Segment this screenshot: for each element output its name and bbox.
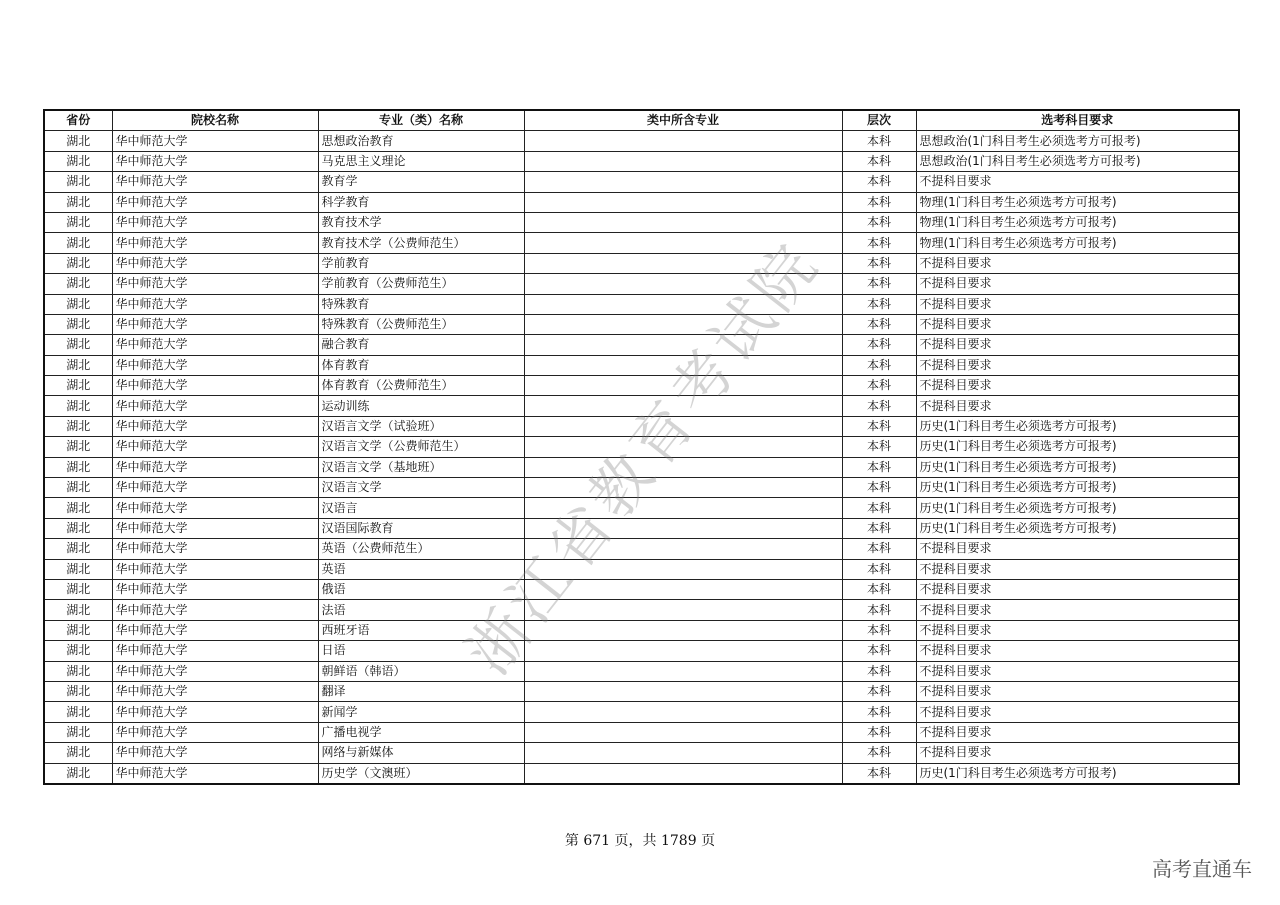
cell-subject-requirement: 不提科目要求: [916, 253, 1239, 273]
cell-school: 华中师范大学: [112, 518, 318, 538]
cell-school: 华中师范大学: [112, 376, 318, 396]
cell-province: 湖北: [44, 763, 112, 784]
table-row: [44, 763, 1239, 784]
cell-subject-requirement: 不提科目要求: [916, 396, 1239, 416]
cell-school: 华中师范大学: [112, 681, 318, 701]
cell-included-majors: [524, 233, 842, 253]
cell-province: 湖北: [44, 376, 112, 396]
cell-province: 湖北: [44, 416, 112, 436]
cell-level: 本科: [842, 192, 916, 212]
cell-level: 本科: [842, 233, 916, 253]
cell-level: 本科: [842, 579, 916, 599]
cell-province: 湖北: [44, 396, 112, 416]
cell-level: 本科: [842, 641, 916, 661]
cell-included-majors: [524, 559, 842, 579]
cell-major: 汉语言文学（试验班）: [318, 416, 524, 436]
admission-table-container: [43, 109, 1238, 785]
cell-level: 本科: [842, 763, 916, 784]
cell-major: 朝鲜语（韩语）: [318, 661, 524, 681]
cell-major: 英语: [318, 559, 524, 579]
cell-major: 汉语言文学（基地班）: [318, 457, 524, 477]
cell-subject-requirement: 不提科目要求: [916, 620, 1239, 640]
cell-subject-requirement: 历史(1门科目考生必须选考方可报考): [916, 457, 1239, 477]
cell-province: 湖北: [44, 743, 112, 763]
cell-province: 湖北: [44, 579, 112, 599]
cell-school: 华中师范大学: [112, 355, 318, 375]
cell-province: 湖北: [44, 314, 112, 334]
cell-included-majors: [524, 172, 842, 192]
cell-school: 华中师范大学: [112, 192, 318, 212]
cell-province: 湖北: [44, 620, 112, 640]
cell-subject-requirement: 不提科目要求: [916, 335, 1239, 355]
cell-included-majors: [524, 355, 842, 375]
cell-school: 华中师范大学: [112, 457, 318, 477]
cell-province: 湖北: [44, 253, 112, 273]
cell-level: 本科: [842, 722, 916, 742]
cell-school: 华中师范大学: [112, 396, 318, 416]
cell-major: 体育教育: [318, 355, 524, 375]
table-row: [44, 416, 1239, 436]
cell-subject-requirement: 不提科目要求: [916, 661, 1239, 681]
cell-subject-requirement: 物理(1门科目考生必须选考方可报考): [916, 192, 1239, 212]
watermark-text: 浙江省教育考试院: [453, 228, 835, 688]
cell-level: 本科: [842, 437, 916, 457]
cell-province: 湖北: [44, 641, 112, 661]
table-row: [44, 335, 1239, 355]
table-row: [44, 722, 1239, 742]
cell-major: 历史学（文澳班）: [318, 763, 524, 784]
cell-included-majors: [524, 600, 842, 620]
cell-province: 湖北: [44, 518, 112, 538]
cell-school: 华中师范大学: [112, 294, 318, 314]
cell-level: 本科: [842, 396, 916, 416]
cell-subject-requirement: 不提科目要求: [916, 376, 1239, 396]
cell-school: 华中师范大学: [112, 172, 318, 192]
header-province: 省份: [44, 110, 112, 131]
cell-province: 湖北: [44, 437, 112, 457]
cell-major: 西班牙语: [318, 620, 524, 640]
cell-school: 华中师范大学: [112, 253, 318, 273]
table-row: [44, 294, 1239, 314]
cell-major: 汉语言文学（公费师范生）: [318, 437, 524, 457]
cell-subject-requirement: 历史(1门科目考生必须选考方可报考): [916, 416, 1239, 436]
cell-major: 网络与新媒体: [318, 743, 524, 763]
cell-level: 本科: [842, 294, 916, 314]
cell-school: 华中师范大学: [112, 212, 318, 232]
header-school: 院校名称: [112, 110, 318, 131]
header-subject-requirement: 选考科目要求: [916, 110, 1239, 131]
cell-subject-requirement: 不提科目要求: [916, 274, 1239, 294]
cell-major: 学前教育（公费师范生）: [318, 274, 524, 294]
cell-included-majors: [524, 335, 842, 355]
cell-province: 湖北: [44, 559, 112, 579]
table-row: [44, 518, 1239, 538]
table-row: [44, 539, 1239, 559]
table-row: [44, 131, 1239, 151]
cell-major: 法语: [318, 600, 524, 620]
cell-included-majors: [524, 539, 842, 559]
cell-subject-requirement: 不提科目要求: [916, 314, 1239, 334]
cell-province: 湖北: [44, 192, 112, 212]
cell-major: 特殊教育（公费师范生）: [318, 314, 524, 334]
cell-level: 本科: [842, 253, 916, 273]
table-row: [44, 212, 1239, 232]
table-row: [44, 192, 1239, 212]
cell-major: 英语（公费师范生）: [318, 539, 524, 559]
cell-major: 学前教育: [318, 253, 524, 273]
cell-school: 华中师范大学: [112, 600, 318, 620]
cell-school: 华中师范大学: [112, 437, 318, 457]
cell-subject-requirement: 不提科目要求: [916, 743, 1239, 763]
cell-school: 华中师范大学: [112, 722, 318, 742]
cell-level: 本科: [842, 478, 916, 498]
cell-level: 本科: [842, 681, 916, 701]
table-body: [44, 131, 1239, 784]
cell-major: 汉语言: [318, 498, 524, 518]
cell-included-majors: [524, 151, 842, 171]
cell-school: 华中师范大学: [112, 620, 318, 640]
header-major: 专业（类）名称: [318, 110, 524, 131]
cell-major: 思想政治教育: [318, 131, 524, 151]
cell-subject-requirement: 物理(1门科目考生必须选考方可报考): [916, 212, 1239, 232]
cell-level: 本科: [842, 131, 916, 151]
cell-major: 教育技术学（公费师范生）: [318, 233, 524, 253]
cell-included-majors: [524, 722, 842, 742]
cell-major: 科学教育: [318, 192, 524, 212]
cell-level: 本科: [842, 355, 916, 375]
cell-subject-requirement: 不提科目要求: [916, 641, 1239, 661]
cell-subject-requirement: 历史(1门科目考生必须选考方可报考): [916, 498, 1239, 518]
cell-school: 华中师范大学: [112, 233, 318, 253]
cell-level: 本科: [842, 274, 916, 294]
cell-school: 华中师范大学: [112, 743, 318, 763]
cell-level: 本科: [842, 661, 916, 681]
cell-included-majors: [524, 416, 842, 436]
cell-level: 本科: [842, 212, 916, 232]
cell-major: 新闻学: [318, 702, 524, 722]
brand-logo-text: 高考直通车: [1152, 857, 1252, 881]
table-header-row: [44, 110, 1239, 131]
cell-included-majors: [524, 457, 842, 477]
table-row: [44, 661, 1239, 681]
cell-major: 广播电视学: [318, 722, 524, 742]
cell-subject-requirement: 历史(1门科目考生必须选考方可报考): [916, 478, 1239, 498]
cell-major: 体育教育（公费师范生）: [318, 376, 524, 396]
cell-subject-requirement: 历史(1门科目考生必须选考方可报考): [916, 437, 1239, 457]
cell-school: 华中师范大学: [112, 539, 318, 559]
cell-province: 湖北: [44, 335, 112, 355]
cell-level: 本科: [842, 172, 916, 192]
cell-province: 湖北: [44, 498, 112, 518]
table-row: [44, 233, 1239, 253]
cell-included-majors: [524, 274, 842, 294]
cell-school: 华中师范大学: [112, 151, 318, 171]
cell-school: 华中师范大学: [112, 579, 318, 599]
cell-included-majors: [524, 314, 842, 334]
cell-school: 华中师范大学: [112, 478, 318, 498]
cell-province: 湖北: [44, 294, 112, 314]
cell-included-majors: [524, 620, 842, 640]
cell-level: 本科: [842, 743, 916, 763]
cell-subject-requirement: 不提科目要求: [916, 559, 1239, 579]
cell-included-majors: [524, 131, 842, 151]
cell-school: 华中师范大学: [112, 274, 318, 294]
cell-level: 本科: [842, 620, 916, 640]
cell-major: 马克思主义理论: [318, 151, 524, 171]
cell-included-majors: [524, 437, 842, 457]
cell-province: 湖北: [44, 131, 112, 151]
cell-province: 湖北: [44, 539, 112, 559]
cell-subject-requirement: 不提科目要求: [916, 681, 1239, 701]
cell-province: 湖北: [44, 233, 112, 253]
cell-included-majors: [524, 661, 842, 681]
table-row: [44, 743, 1239, 763]
cell-included-majors: [524, 498, 842, 518]
cell-major: 特殊教育: [318, 294, 524, 314]
header-level: 层次: [842, 110, 916, 131]
table-row: [44, 314, 1239, 334]
table-row: [44, 600, 1239, 620]
table-row: [44, 559, 1239, 579]
cell-subject-requirement: 不提科目要求: [916, 172, 1239, 192]
cell-school: 华中师范大学: [112, 131, 318, 151]
table-row: [44, 620, 1239, 640]
cell-major: 融合教育: [318, 335, 524, 355]
cell-included-majors: [524, 641, 842, 661]
cell-subject-requirement: 不提科目要求: [916, 294, 1239, 314]
table-row: [44, 681, 1239, 701]
cell-major: 汉语言文学: [318, 478, 524, 498]
table-row: [44, 151, 1239, 171]
cell-included-majors: [524, 681, 842, 701]
cell-school: 华中师范大学: [112, 498, 318, 518]
cell-subject-requirement: 不提科目要求: [916, 579, 1239, 599]
cell-included-majors: [524, 376, 842, 396]
table-row: [44, 457, 1239, 477]
table-row: [44, 274, 1239, 294]
cell-included-majors: [524, 396, 842, 416]
cell-subject-requirement: 思想政治(1门科目考生必须选考方可报考): [916, 131, 1239, 151]
cell-school: 华中师范大学: [112, 702, 318, 722]
cell-level: 本科: [842, 457, 916, 477]
cell-province: 湖北: [44, 722, 112, 742]
cell-major: 运动训练: [318, 396, 524, 416]
page-number-footer: 第 671 页，共 1789 页: [564, 833, 716, 849]
cell-included-majors: [524, 478, 842, 498]
cell-level: 本科: [842, 314, 916, 334]
cell-subject-requirement: 不提科目要求: [916, 722, 1239, 742]
cell-school: 华中师范大学: [112, 335, 318, 355]
cell-included-majors: [524, 253, 842, 273]
cell-school: 华中师范大学: [112, 763, 318, 784]
cell-province: 湖北: [44, 355, 112, 375]
cell-school: 华中师范大学: [112, 416, 318, 436]
cell-subject-requirement: 历史(1门科目考生必须选考方可报考): [916, 518, 1239, 538]
table-row: [44, 172, 1239, 192]
table-row: [44, 355, 1239, 375]
table-row: [44, 579, 1239, 599]
cell-province: 湖北: [44, 661, 112, 681]
table-row: [44, 702, 1239, 722]
cell-included-majors: [524, 579, 842, 599]
table-row: [44, 478, 1239, 498]
cell-school: 华中师范大学: [112, 641, 318, 661]
cell-province: 湖北: [44, 274, 112, 294]
cell-level: 本科: [842, 376, 916, 396]
cell-included-majors: [524, 743, 842, 763]
cell-included-majors: [524, 294, 842, 314]
cell-included-majors: [524, 518, 842, 538]
cell-included-majors: [524, 763, 842, 784]
cell-province: 湖北: [44, 212, 112, 232]
table-row: [44, 641, 1239, 661]
cell-level: 本科: [842, 539, 916, 559]
cell-subject-requirement: 历史(1门科目考生必须选考方可报考): [916, 763, 1239, 784]
cell-level: 本科: [842, 600, 916, 620]
cell-major: 教育技术学: [318, 212, 524, 232]
cell-major: 教育学: [318, 172, 524, 192]
admission-table: [43, 109, 1240, 785]
cell-province: 湖北: [44, 681, 112, 701]
cell-school: 华中师范大学: [112, 661, 318, 681]
cell-major: 日语: [318, 641, 524, 661]
cell-level: 本科: [842, 335, 916, 355]
table-row: [44, 376, 1239, 396]
cell-subject-requirement: 不提科目要求: [916, 600, 1239, 620]
table-row: [44, 498, 1239, 518]
cell-school: 华中师范大学: [112, 559, 318, 579]
cell-subject-requirement: 不提科目要求: [916, 355, 1239, 375]
cell-included-majors: [524, 702, 842, 722]
table-row: [44, 253, 1239, 273]
cell-province: 湖北: [44, 600, 112, 620]
cell-level: 本科: [842, 559, 916, 579]
cell-major: 翻译: [318, 681, 524, 701]
cell-included-majors: [524, 212, 842, 232]
table-row: [44, 396, 1239, 416]
cell-level: 本科: [842, 518, 916, 538]
cell-school: 华中师范大学: [112, 314, 318, 334]
header-included-majors: 类中所含专业: [524, 110, 842, 131]
cell-subject-requirement: 思想政治(1门科目考生必须选考方可报考): [916, 151, 1239, 171]
cell-subject-requirement: 不提科目要求: [916, 539, 1239, 559]
table-row: [44, 437, 1239, 457]
cell-level: 本科: [842, 151, 916, 171]
cell-subject-requirement: 不提科目要求: [916, 702, 1239, 722]
cell-level: 本科: [842, 702, 916, 722]
cell-level: 本科: [842, 416, 916, 436]
cell-level: 本科: [842, 498, 916, 518]
cell-province: 湖北: [44, 478, 112, 498]
cell-province: 湖北: [44, 702, 112, 722]
cell-province: 湖北: [44, 457, 112, 477]
cell-included-majors: [524, 192, 842, 212]
cell-subject-requirement: 物理(1门科目考生必须选考方可报考): [916, 233, 1239, 253]
cell-major: 汉语国际教育: [318, 518, 524, 538]
cell-province: 湖北: [44, 151, 112, 171]
cell-province: 湖北: [44, 172, 112, 192]
cell-major: 俄语: [318, 579, 524, 599]
